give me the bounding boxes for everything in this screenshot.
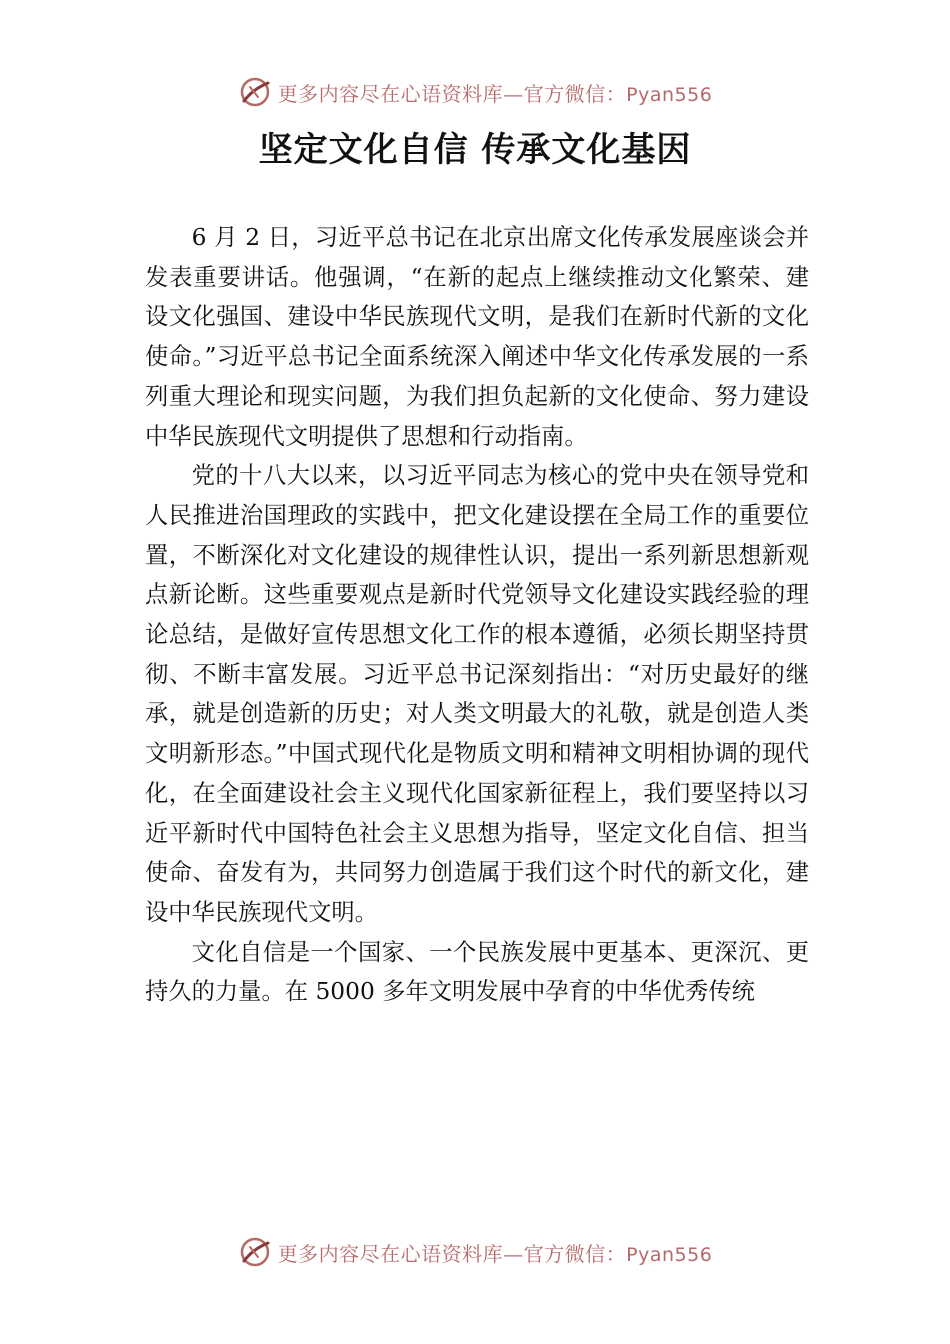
watermark-separator: — xyxy=(503,81,524,106)
watermark-wechat-id: Pyan556 xyxy=(626,1243,713,1266)
document-title: 坚定文化自信 传承文化基因 xyxy=(258,130,692,170)
paragraph: 文化自信是一个国家、一个民族发展中更基本、更深沉、更持久的力量。在 5000 多年文明发展中孕育的中华优秀传统 xyxy=(145,938,809,1006)
header-watermark xyxy=(0,72,950,112)
watermark-wechat-id: Pyan556 xyxy=(626,83,713,106)
document-body xyxy=(145,218,809,1012)
watermark-wechat-label: 官方微信： xyxy=(523,81,627,106)
paragraph: 6 月 2 日，习近平总书记在北京出席文化传承发展座谈会并发表重要讲话。他强调，“在新的起点上继续推动文化繁荣、建设文化强国、建设中华民族现代文明，是我们在新时代新的文化使命。”习近平总书记全面系统深入阐述中华文化传承发展的一系列重大理论和现实问题，为我们担负起新的文化使命、努力建设中华民族现代文明提供了思想和行动指南。 xyxy=(145,224,809,450)
footer-watermark xyxy=(0,1232,950,1272)
paragraph: 党的十八大以来，以习近平同志为核心的党中央在领导党和人民推进治国理政的实践中，把文化建设摆在全局工作的重要位置，不断深化对文化建设的规律性认识，提出一系列新思想新观点新论断。这些重要观点是新时代党领导文化建设实践经验的理论总结，是做好宣传思想文化工作的根本遵循，必须长期坚持贯彻、不断丰富发展。习近平总书记深刻指出：“对历史最好的继承，就是创造新的历史；对人类文明最大的礼敬，就是创造人类文明新形态。”中国式现代化是物质文明和精神文明相协调的现代化，在全面建设社会主义现代化国家新征程上，我们要坚持以习近平新时代中国特色社会主义思想为指导，坚定文化自信、担当使命、奋发有为，共同努力创造属于我们这个时代的新文化，建设中华民族现代文明。 xyxy=(145,462,809,926)
watermark-wechat-label: 官方微信： xyxy=(523,1241,627,1266)
watermark-brand: 更多内容尽在心语资料库 xyxy=(277,81,504,106)
watermark-separator: — xyxy=(503,1241,524,1266)
brand-logo-icon xyxy=(238,75,272,109)
brand-logo-icon xyxy=(238,1235,272,1269)
watermark-brand: 更多内容尽在心语资料库 xyxy=(277,1241,504,1266)
